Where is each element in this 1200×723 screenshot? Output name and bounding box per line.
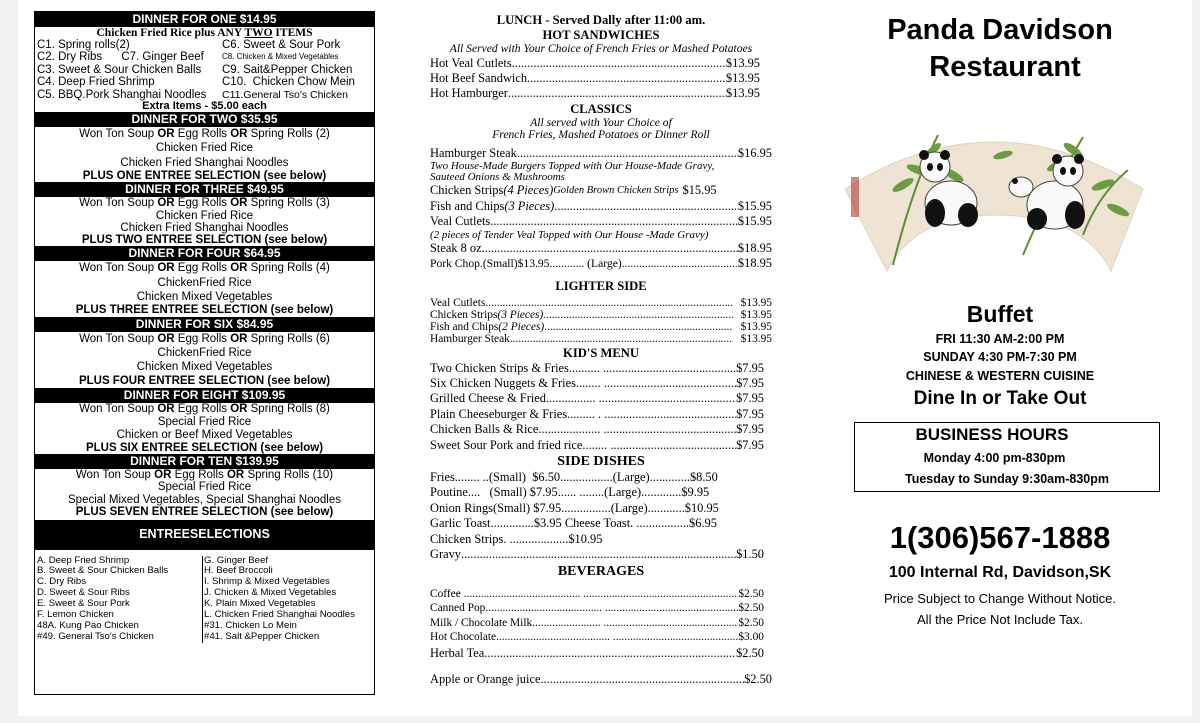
item-price: $7.95	[736, 391, 764, 406]
leader-dots	[510, 334, 733, 346]
lighter-side-header: LIGHTER SIDE	[555, 279, 647, 294]
combo-item: C2. Dry Ribs C7. Ginger Beef	[37, 51, 204, 64]
hours-monday: Monday 4:00 pm-830pm	[923, 451, 1066, 465]
buffet-title: Buffet	[966, 301, 1034, 327]
dinner-entree-count: PLUS SEVEN ENTREE SELECTION (see below)	[75, 505, 334, 518]
menu-item-row	[430, 391, 772, 406]
entree-item: H. Beef Broccoli	[204, 565, 273, 577]
or-keyword: OR	[227, 128, 251, 141]
entree-item: #49. General Tso's Chicken	[37, 630, 154, 642]
combo-item: C8. Chicken & Mixed Vegetables	[222, 52, 339, 62]
classics-header: CLASSICS	[570, 101, 632, 116]
leader-dots	[622, 256, 738, 271]
item-name: Hot Veal Cutlets	[430, 55, 512, 70]
buffet-friday: FRI 11:30 AM-2:00 PM	[935, 332, 1065, 346]
leader-dots	[604, 376, 736, 391]
leader-dots	[583, 587, 738, 602]
dinner-line: Won Ton Soup OR Egg Rolls OR Spring Rolls (4)	[79, 262, 330, 275]
dinner-group	[35, 388, 374, 454]
entree-item: 48A. Kung Pao Chicken	[37, 619, 139, 631]
entree-item: B. Sweet & Sour Chicken Balls	[37, 565, 169, 577]
item-price: $2.50	[738, 587, 764, 600]
dinner-line: Chicken Fried Shanghai Noodles	[120, 156, 289, 169]
item-price: $2.50	[736, 645, 764, 660]
leader-dots	[603, 361, 736, 376]
item-qty: (3 Pieces)	[497, 310, 544, 322]
dinner-specials-panel	[34, 11, 375, 695]
leader-dots	[604, 407, 736, 422]
dinner-line: Won Ton Soup OR Egg Rolls OR Spring Rolls (10)	[75, 468, 334, 481]
side-dishes-header: SIDE DISHES	[557, 454, 645, 470]
hot-sandwiches-note: All Served with Your Choice of French Fries or Mashed Potatoes	[449, 42, 753, 55]
entree-item: J. Chicken & Mixed Vegetables	[204, 587, 337, 599]
item-description: Two House-Made Burgers Topped with Our House-Made Gravy,	[430, 160, 715, 173]
dinner-line: Chicken Mixed Vegetables	[136, 361, 273, 374]
or-keyword: OR	[154, 128, 178, 141]
dinner-line: Chicken Fried Shanghai Noodles	[120, 222, 289, 235]
menu-item-row	[430, 322, 772, 334]
dinner-header: DINNER FOR THREE $49.95	[35, 182, 374, 197]
entree-item: G. Ginger Beef	[204, 554, 268, 566]
dinner-group	[35, 112, 374, 182]
item-description: (2 pieces of Tender Veal Topped with Our House -Made Gravy)	[430, 228, 709, 241]
menu-item-row	[430, 361, 772, 376]
entree-item: I. Shrimp & Mixed Vegetables	[204, 576, 330, 588]
kids-menu-header: KID'S MENU	[563, 345, 639, 360]
item-price: $13.95	[725, 55, 760, 70]
item-description: Golden Brown Chicken Strips	[553, 185, 679, 197]
item-name: Canned Pop.........................................	[430, 602, 605, 614]
leader-dots	[485, 298, 732, 310]
leader-dots	[508, 86, 726, 101]
dinner-line: Chicken Fried Rice	[155, 210, 254, 223]
lunch-title: LUNCH - Served Dally after 11:00 am.	[496, 13, 706, 27]
combo-item: C10. Chicken Chow Mein	[222, 76, 355, 89]
entree-item: K. Plain Mixed Vegetables	[204, 598, 316, 610]
item-qty: (4 Pieces)	[503, 183, 554, 198]
menu-item-row	[430, 298, 772, 310]
price-notice: Price Subject to Change Without Notice.	[884, 591, 1116, 606]
menu-item-row	[430, 407, 772, 422]
item-name: Apple or Orange juice	[430, 671, 541, 686]
leader-dots	[599, 391, 736, 406]
combo-item: C3. Sweet & Sour Chicken Balls	[37, 63, 202, 76]
item-price: $2.50	[738, 616, 764, 629]
business-hours-box	[854, 422, 1160, 492]
hot-sandwiches-header: HOT SANDWICHES	[542, 28, 660, 42]
item-price: $15.95	[682, 183, 717, 198]
menu-item-row	[430, 672, 772, 687]
cuisine-type: CHINESE & WESTERN CUISINE	[905, 369, 1095, 383]
combo-item: C6. Sweet & Sour Pork	[222, 39, 341, 51]
dinner-header: DINNER FOR EIGHT $109.95	[35, 388, 374, 403]
item-name: Fish and Chips	[430, 198, 505, 213]
dinner-line: Special Fried Rice	[157, 480, 252, 493]
item-price: $7.95	[736, 406, 764, 421]
item-name: Hot Hamburger	[430, 86, 508, 101]
side-dish-line: Garlic Toast..............$3.95 Cheese Toast. .................$6.95	[430, 516, 717, 531]
subtitle-underlined: TWO	[244, 27, 273, 39]
item-name: Steak 8 oz	[430, 240, 482, 255]
address: 100 Internal Rd, Davidson,SK	[888, 564, 1112, 581]
leader-dots	[527, 71, 726, 86]
entree-item: C. Dry Ribs	[37, 576, 87, 588]
item-qty: (2 Pieces)	[498, 322, 545, 334]
entree-item: #41. Salt &Pepper Chicken	[204, 630, 320, 642]
leader-dots	[603, 422, 736, 437]
item-price: $2.50	[738, 602, 764, 614]
combo-item: C4. Deep Fried Shrimp	[37, 76, 155, 89]
item-price: $16.95	[737, 146, 772, 160]
menu-item-row	[430, 616, 772, 631]
item-name: Two Chicken Strips & Fries..........	[430, 360, 603, 375]
entree-selections-header: ENTREESELECTIONS	[35, 520, 374, 549]
dinner-line: Won Ton Soup OR Egg Rolls OR Spring Rolls (2)	[79, 128, 330, 141]
or-keyword: OR	[150, 468, 175, 481]
dine-in-take-out: Dine In or Take Out	[913, 388, 1087, 409]
item-name: Fish and Chips	[430, 322, 499, 334]
or-keyword: OR	[227, 197, 251, 210]
item-name: Chicken Strips	[430, 183, 504, 198]
item-price: $7.95	[736, 437, 764, 452]
menu-item-row	[430, 587, 772, 602]
item-price: $15.95	[737, 214, 772, 229]
seal-stamp	[851, 177, 859, 217]
item-price: $13.95	[740, 322, 772, 334]
or-keyword: OR	[154, 262, 178, 275]
item-price: $3.00	[738, 631, 764, 643]
menu-item-row	[430, 334, 772, 346]
extra-items-price: Extra Items - $5.00 each	[142, 100, 267, 113]
dinner-for-one-subtitle	[35, 27, 374, 39]
item-price: $18.95	[737, 240, 772, 255]
leader-dots	[543, 310, 732, 322]
dinner-line: ChickenFried Rice	[157, 347, 252, 360]
business-hours-title: BUSINESS HOURS	[915, 425, 1069, 444]
item-name: Milk / Chocolate Milk........................	[430, 616, 604, 629]
item-price: $2.50	[744, 671, 772, 686]
dinner-entree-count: PLUS THREE ENTREE SELECTION (see below)	[75, 304, 334, 317]
leader-dots	[512, 56, 726, 71]
contact-section	[840, 518, 1160, 630]
combo-item: C11.General Tso's Chicken	[222, 88, 348, 101]
item-price: $15.95	[737, 198, 772, 213]
classics-note: French Fries, Mashed Potatoes or Dinner Roll	[492, 128, 710, 142]
item-price: $7.95	[736, 360, 764, 375]
leader-dots	[482, 241, 738, 256]
item-name: Plain Cheeseburger & Fries......... .	[430, 406, 605, 421]
entree-list-right	[202, 556, 374, 643]
dinner-line: Won Ton Soup OR Egg Rolls OR Spring Rolls (6)	[79, 333, 330, 346]
item-name: Six Chicken Nuggets & Fries........	[430, 376, 604, 391]
dinner-group	[35, 182, 374, 246]
classics-note: All served with Your Choice of	[530, 115, 672, 129]
menu-item-row	[430, 630, 772, 645]
leader-dots	[605, 601, 738, 616]
menu-item-row	[430, 256, 772, 271]
menu-item-row	[430, 56, 772, 71]
item-price: $7.95	[736, 376, 764, 391]
buffet-sunday: SUNDAY 4:30 PM-7:30 PM	[923, 350, 1077, 364]
menu-item-row	[430, 438, 772, 453]
item-name: Veal Cutlets	[430, 214, 491, 229]
item-qty: (3 Pieces)	[504, 198, 555, 213]
item-price: $13.95	[740, 310, 772, 322]
menu-item-row	[430, 199, 772, 214]
restaurant-name: Panda Davidson	[887, 14, 1113, 46]
or-keyword: OR	[227, 333, 251, 346]
menu-item-row	[430, 547, 772, 562]
leader-dots	[540, 672, 744, 687]
item-name: Chicken Strips	[430, 310, 498, 322]
combo-item: C9. Sait&Pepper Chicken	[222, 63, 353, 76]
leader-dots	[554, 199, 738, 214]
side-dish-line: Poutine.... (Small) $7.95...... ........(Large).............$9.95	[430, 485, 710, 500]
item-name: Hot Beef Sandwich	[430, 71, 528, 85]
leader-dots	[517, 146, 738, 161]
entree-item: #31. Chicken Lo Mein	[204, 619, 297, 631]
menu-item-row	[430, 241, 772, 256]
or-keyword: OR	[154, 333, 178, 346]
menu-item-row	[430, 71, 772, 86]
combo-item: C5. BBQ.Pork Shanghai Noodles	[37, 88, 207, 101]
item-price: $13.95	[725, 71, 760, 85]
dinner-entree-count: PLUS SIX ENTREE SELECTION (see below)	[85, 441, 324, 454]
menu-item-row	[430, 601, 772, 616]
dinner-header: DINNER FOR TWO $35.95	[35, 112, 374, 127]
hours-tuesday-sunday: Tuesday to Sunday 9:30am-830pm	[904, 472, 1109, 486]
entree-selections-list	[35, 549, 374, 643]
dinner-entree-count: PLUS FOUR ENTREE SELECTION (see below)	[78, 375, 331, 388]
side-dish-line: Fries........ ..(Small) $6.50.................(Large).............$8.50	[430, 470, 718, 485]
buffet-section	[840, 300, 1160, 412]
entree-item: F. Lemon Chicken	[37, 609, 114, 621]
phone-number[interactable]: 1(306)567-1888	[889, 520, 1111, 555]
menu-item-row	[430, 645, 772, 661]
item-name: Grilled Cheese & Fried................	[430, 391, 599, 406]
or-keyword: OR	[154, 403, 178, 416]
dinner-line: ChickenFried Rice	[157, 277, 252, 290]
or-keyword: OR	[154, 197, 178, 210]
dinner-header: DINNER FOR SIX $84.95	[35, 317, 374, 332]
entree-item: A. Deep Fried Shrimp	[37, 554, 130, 566]
menu-item-row	[430, 422, 772, 437]
leader-dots	[461, 547, 736, 562]
leader-dots	[544, 322, 732, 334]
tax-notice: All the Price Not Include Tax.	[917, 612, 1083, 627]
dinner-entree-count: PLUS TWO ENTREE SELECTION (see below)	[81, 234, 328, 247]
dinner-group	[35, 246, 374, 317]
item-name: Coffee .........................................	[430, 587, 584, 600]
item-price: $18.95	[737, 256, 772, 271]
restaurant-name-line2: Restaurant	[929, 51, 1081, 83]
item-name: Herbal Tea	[430, 645, 485, 660]
menu-item-row	[430, 310, 772, 322]
leader-dots	[613, 630, 738, 645]
item-name: Chicken Balls & Rice....................	[430, 422, 604, 437]
item-price: $13.95	[725, 86, 760, 101]
dinner-for-one-header: DINNER FOR ONE $14.95	[35, 12, 374, 27]
item-name: Hamburger Steak	[430, 333, 510, 345]
leader-dots	[603, 616, 738, 631]
item-price: $1.50	[736, 547, 764, 562]
dinner-line: Chicken Mixed Vegetables	[136, 291, 273, 304]
or-keyword: OR	[223, 468, 248, 481]
menu-item-row	[430, 376, 772, 391]
beverage-list	[430, 587, 772, 661]
dinner-group	[35, 317, 374, 388]
dinner-for-one-items	[35, 39, 374, 101]
subtitle-text-end: ITEMS	[272, 27, 313, 39]
item-name: Gravy	[430, 547, 461, 562]
item-price: $13.95	[740, 333, 772, 345]
entree-item: D. Sweet & Sour Ribs	[37, 587, 130, 599]
dinner-line: Chicken or Beef Mixed Vegetables	[116, 428, 293, 441]
dinner-line: Special Mixed Vegetables, Special Shanghai Noodles	[68, 493, 341, 506]
panda-fan-painting	[843, 115, 1147, 275]
side-dish-line: Chicken Strips. ...................$10.95	[430, 531, 603, 546]
leader-dots	[490, 214, 738, 229]
lunch-menu-panel	[430, 13, 772, 687]
leader-dots	[484, 645, 736, 661]
entree-item: L. Chicken Fried Shanghai Noodles	[204, 609, 355, 621]
dinner-group	[35, 454, 374, 518]
item-name: Hamburger Steak	[430, 146, 517, 160]
menu-item-row	[430, 146, 772, 161]
restaurant-info-panel	[840, 12, 1180, 86]
item-description: Sauteed Onions & Mushrooms	[430, 171, 565, 184]
menu-item-row	[430, 183, 772, 198]
item-price: $7.95	[736, 422, 764, 437]
or-keyword: OR	[227, 262, 251, 275]
menu-item-row	[430, 214, 772, 229]
dinner-line: Chicken Fried Rice	[155, 142, 254, 155]
or-keyword: OR	[227, 403, 251, 416]
leader-dots	[610, 438, 736, 453]
combo-item: C1. Spring rolls(2)	[37, 39, 130, 51]
subtitle-text: Chicken Fried Rice plus ANY	[96, 27, 245, 39]
dinner-header: DINNER FOR FOUR $64.95	[35, 246, 374, 261]
beverages-header: BEVERAGES	[557, 563, 645, 579]
menu-item-row	[430, 86, 772, 101]
dinner-line: Won Ton Soup OR Egg Rolls OR Spring Rolls (8)	[79, 403, 330, 416]
lighter-side-list	[430, 298, 772, 345]
dinner-line: Special Fried Rice	[157, 416, 252, 429]
dinner-entree-count: PLUS ONE ENTREE SELECTION (see below)	[82, 170, 327, 183]
item-name: Sweet Sour Pork and fried rice........	[430, 437, 611, 452]
side-dish-line: Onion Rings(Small) $7.95................(Large)............$10.95	[430, 500, 719, 515]
item-name: Pork Chop.(Small)$13.95............ (Large)	[430, 257, 622, 271]
item-name: Hot Chocolate........................................	[430, 631, 613, 643]
dinner-line: Won Ton Soup OR Egg Rolls OR Spring Rolls (3)	[79, 197, 330, 210]
entree-item: E. Sweet & Sour Pork	[37, 598, 130, 610]
item-price: $13.95	[740, 298, 772, 310]
dinner-header: DINNER FOR TEN $139.95	[35, 454, 374, 469]
item-name: Veal Cutlets	[430, 298, 486, 310]
dinner-group-list	[35, 112, 374, 518]
entree-list-left	[37, 556, 202, 643]
